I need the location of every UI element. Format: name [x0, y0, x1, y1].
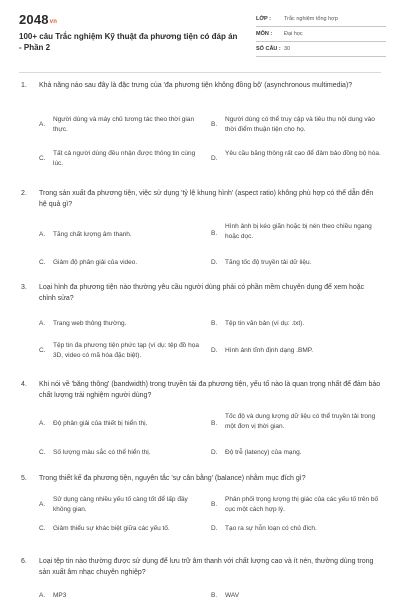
option-text: Độ trễ (latency) của mạng.	[225, 449, 302, 456]
meta-label: LỚP :	[256, 16, 271, 22]
option-text: Sử dụng càng nhiều yếu tố càng tốt để lấp đầy không gian.	[53, 496, 188, 513]
option-b[interactable]	[211, 591, 383, 600]
question-text: Trong sản xuất đa phương tiện, việc sử dụng 'tỷ lệ khung hình' (aspect ratio) không phù hợp có thể dẫn đến hệ quả gì?	[39, 190, 374, 208]
meta-label: MÔN :	[256, 31, 273, 37]
question-text: Loại hình đa phương tiện nào thường yêu cầu người dùng phải có phần mềm chuyên dụng để xem hoặc chỉnh sửa?	[39, 284, 365, 302]
option-letter: C.	[39, 525, 46, 532]
option-c[interactable]	[39, 149, 199, 169]
document-header	[0, 0, 400, 68]
meta-row-class	[256, 12, 386, 27]
meta-label: SỐ CÂU :	[256, 46, 281, 52]
option-text: Phân phối trọng lượng thị giác của các yếu tố trên bố cục một cách hợp lý.	[225, 496, 379, 513]
logo-suffix: vn	[49, 19, 58, 25]
question-text: Khi nói về 'băng thông' (bandwidth) trong truyền tải đa phương tiện, yếu tố nào là quan trọng nhất để đảm bảo chất lượng trải nghiệm người dùng?	[39, 381, 381, 399]
option-letter: D.	[211, 449, 218, 456]
option-a[interactable]	[39, 591, 199, 600]
option-text: Người dùng và máy chủ tương tác theo thời gian thực.	[53, 116, 195, 133]
option-letter: D.	[211, 155, 218, 162]
option-letter: C.	[39, 449, 46, 456]
option-d[interactable]	[211, 524, 383, 534]
option-letter: B.	[211, 230, 218, 237]
question-stem	[0, 473, 400, 484]
option-text: Tốc độ và dung lượng dữ liệu có thể truyền tải trong một đơn vị thời gian.	[225, 413, 376, 430]
question-5	[0, 473, 400, 532]
question-number: 5.	[21, 475, 27, 482]
option-a[interactable]	[39, 115, 199, 135]
question-number: 2.	[21, 190, 27, 197]
option-text: Yêu cầu băng thông rất cao để đảm bảo đồng bộ hóa.	[225, 150, 381, 157]
option-text: Số lượng màu sắc có thể hiển thị.	[53, 449, 151, 456]
option-a[interactable]	[39, 319, 199, 329]
meta-value: Trắc nghiệm tổng hợp	[284, 16, 338, 22]
question-1	[0, 80, 400, 167]
option-text: Tệp tin đa phương tiện phức tạp (ví dụ: tệp đồ họa 3D, video có mã hóa đặc biệt).	[53, 342, 199, 359]
question-text: Loại tệp tin nào thường được sử dụng để lưu trữ âm thanh với chất lượng cao và ít nén, thường dùng trong sản xuất âm nhạc chuyên nghiệp?	[39, 558, 374, 576]
question-stem	[0, 80, 400, 91]
option-letter: A.	[39, 320, 46, 327]
option-letter: D.	[211, 525, 218, 532]
option-text: Hình ảnh bị kéo giãn hoặc bị nén theo chiều ngang hoặc dọc.	[225, 223, 372, 240]
option-text: Độ phân giải của thiết bị hiển thị.	[53, 420, 148, 427]
option-d[interactable]	[211, 346, 383, 356]
option-b[interactable]	[211, 319, 383, 329]
option-text: Trang web thông thường.	[53, 320, 127, 327]
meta-row-count	[256, 42, 386, 57]
question-number: 3.	[21, 284, 27, 291]
option-c[interactable]	[39, 524, 205, 534]
site-logo[interactable]	[19, 12, 57, 27]
option-letter: B.	[211, 121, 218, 128]
question-2	[0, 188, 400, 266]
option-c[interactable]	[39, 341, 205, 361]
option-b[interactable]	[211, 495, 383, 515]
option-letter: C.	[39, 259, 46, 266]
option-text: Tăng chất lượng âm thanh.	[53, 231, 132, 238]
meta-row-subject	[256, 27, 386, 42]
question-number: 4.	[21, 381, 27, 388]
option-letter: B.	[211, 420, 218, 427]
option-letter: A.	[39, 592, 46, 599]
header-divider	[19, 72, 381, 73]
option-a[interactable]	[39, 230, 199, 240]
question-stem	[0, 188, 400, 210]
option-text: Tệp tin văn bản (ví dụ: .txt).	[225, 320, 305, 327]
option-letter: C.	[39, 155, 46, 162]
question-stem	[0, 556, 400, 578]
option-letter: C.	[39, 347, 46, 354]
question-6	[0, 556, 400, 599]
option-letter: B.	[211, 320, 218, 327]
question-4	[0, 379, 400, 456]
option-letter: D.	[211, 259, 218, 266]
option-text: WAV	[225, 592, 240, 599]
document-meta	[256, 12, 386, 57]
option-text: Tạo ra sự hỗn loạn có chủ đích.	[225, 525, 317, 532]
option-d[interactable]	[211, 258, 383, 268]
document-title: 100+ câu Trắc nghiệm Kỹ thuật đa phương tiện có đáp án - Phần 2	[19, 32, 238, 52]
question-stem	[0, 282, 400, 304]
meta-value: 30	[284, 46, 291, 52]
option-a[interactable]	[39, 495, 205, 515]
meta-value: Đại học	[284, 31, 303, 37]
question-number: 1.	[21, 82, 27, 89]
option-c[interactable]	[39, 448, 199, 458]
option-letter: A.	[39, 420, 46, 427]
option-d[interactable]	[211, 448, 383, 458]
option-text: Tăng tốc độ truyền tải dữ liệu.	[225, 259, 312, 266]
option-text: Người dùng có thể truy cập và tiêu thụ nội dung vào thời điểm thuận tiện cho họ.	[225, 116, 375, 133]
option-b[interactable]	[211, 222, 383, 242]
option-b[interactable]	[211, 412, 383, 432]
option-text: MP3	[53, 592, 67, 599]
logo-main: 2048	[19, 12, 49, 27]
option-text: Giảm độ phân giải của video.	[53, 259, 138, 266]
question-number: 6.	[21, 558, 27, 565]
option-c[interactable]	[39, 258, 199, 268]
option-d[interactable]	[211, 149, 383, 162]
option-a[interactable]	[39, 419, 199, 429]
option-letter: A.	[39, 121, 46, 128]
question-3	[0, 282, 400, 359]
option-letter: B.	[211, 592, 218, 599]
option-text: Giảm thiểu sự khác biệt giữa các yếu tố.	[53, 525, 170, 532]
option-text: Hình ảnh tĩnh định dạng .BMP.	[225, 347, 314, 354]
question-text: Trong thiết kế đa phương tiện, nguyên tắc 'sự cân bằng' (balance) nhằm mục đích gì?	[39, 475, 306, 482]
option-letter: B.	[211, 501, 218, 508]
option-text: Tất cả người dùng đều nhận được thông tin cùng lúc.	[53, 150, 196, 167]
question-stem	[0, 379, 400, 401]
question-text: Khả năng nào sau đây là đặc trưng của 'đa phương tiện không đồng bộ' (asynchronous multimedia)?	[39, 82, 353, 89]
option-letter: D.	[211, 347, 218, 354]
option-b[interactable]	[211, 115, 383, 135]
option-letter: A.	[39, 501, 46, 508]
option-letter: A.	[39, 231, 46, 238]
